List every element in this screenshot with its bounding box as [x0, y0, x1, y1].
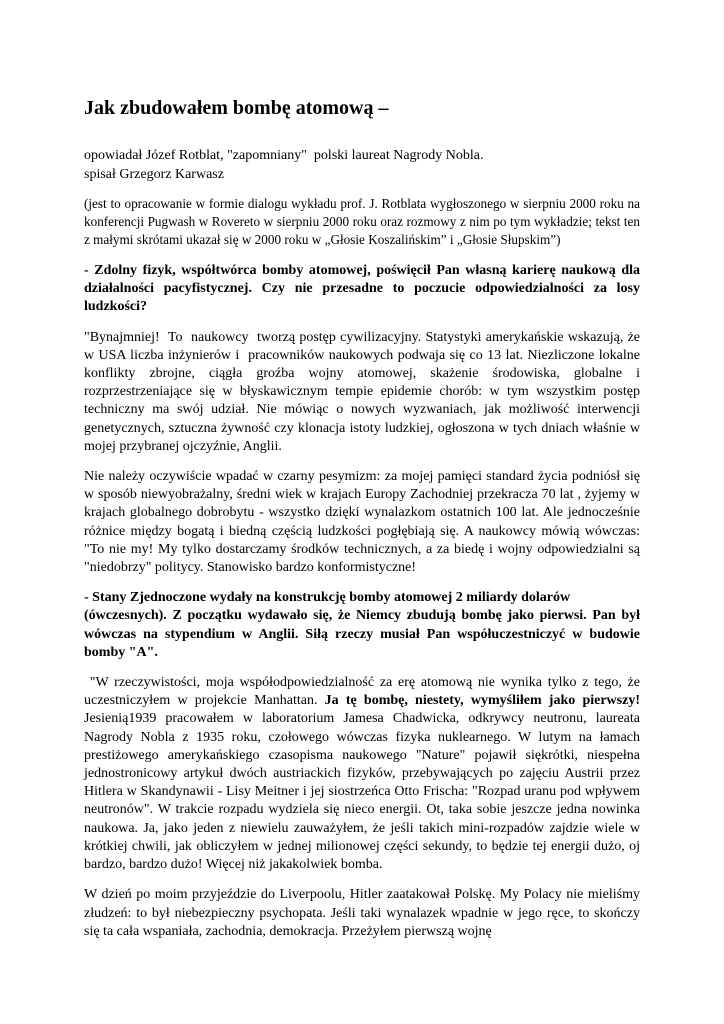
answer-paragraph-1: "Bynajmniej! To naukowcy tworzą postęp cywilizacyjny. Statystyki amerykańskie wskazują, że w USA liczba inżynierów i pracowników naukowych podwaja się co 13 lat. Niezliczone lokalne konflikty zbrojne, ciągła groźba wojny atomowej, skażenie środowiska, globalne i rozprzestrzeniające się w błyskawicznym tempie epidemie chorób: w tym wszystkim postęp techniczny ma swój udział. Nie mówiąc o nowych wyzwaniach, jak możliwość interwencji genetycznych, sztuczna żywność czy klonacja istoty ludzkiej, ogłoszona w tych dniach właśnie w mojej przybranej ojczyźnie, Anglii.: [84, 329, 640, 454]
question-2-line-1: - Stany Zjednoczone wydały na konstrukcję bomby atomowej 2 miliardy dolarów: [84, 590, 571, 606]
answer-paragraph-3: [84, 674, 640, 874]
answer-paragraph-4: W dzień po moim przyjeździe do Liverpoolu, Hitler zaatakował Polskę. My Polacy nie mieliśmy złudzeń: to był niebezpieczny psychopata. Jeśli taki wynalazek wpadnie w jego ręce, to skończy się ta cała wspaniała, zachodnia, demokracja. Przeżyłem pierwszą wojnę: [84, 887, 640, 939]
interview-question-2: [84, 589, 640, 662]
question-2-continuation: (ówczesnych). Z początku wydawało się, że Niemcy zbudują bombę jako pierwsi. Pan był wówczas na stypendium w Anglii. Siłą rzeczy musiał Pan współuczestniczyć w budowie bomby "A".: [84, 608, 640, 660]
byline: [84, 146, 640, 184]
answer-paragraph-2: Nie należy oczywiście wpadać w czarny pesymizm: za mojej pamięci standard życia podniósł się w sposób niewyobrażalny, średni wiek w krajach Europy Zachodniej przekracza 70 lat , żyjemy w krajach globalnego dobrobytu - wszystko dzięki wynalazkom ostatnich 100 lat. Ale jednocześnie różnice między bogatą i biedną częścią ludzkości pogłębiają się. A naukowcy mówią wówczas: "To nie my! My tylko dostarczamy środków technicznych, a za biedę i wojny odpowiedzialni są "niedobrzy" politycy. Stanowisko bardzo konformistyczne!: [84, 469, 640, 576]
editorial-note: (jest to opracowanie w formie dialogu wykładu prof. J. Rotblata wygłoszonego w sierpniu 2000 roku na konferencji Pugwash w Rovereto w sierpniu 2000 roku oraz rozmowy z nim po tym wykładzie; tekst ten z małymi skrótami ukazał się w 2000 roku w „Głosie Koszalińskim” i „Głosie Słupskim”): [84, 196, 640, 247]
interview-question-1: - Zdolny fizyk, współtwórca bomby atomowej, poświęcił Pan własną karierę naukową dla działalności pacyfistycznej. Czy nie przesadne to poczucie odpowiedzialności za losy ludzkości?: [84, 263, 640, 315]
answer-3-bold-claim: Ja tę bombę, niestety, wymyśliłem jako pierwszy!: [324, 693, 640, 709]
byline-transcriber-line: spisał Grzegorz Karwasz: [84, 167, 224, 182]
page-title: Jak zbudowałem bombę atomową –: [84, 97, 389, 119]
byline-author-line: opowiadał Józef Rotblat, "zapomniany" polski laureat Nagrody Nobla.: [84, 148, 484, 163]
answer-3-trailing-text: Jesienią1939 pracowałem w laboratorium Jamesa Chadwicka, odkrywcy neutronu, laureata Nagrody Nobla z 1935 roku, czołowego wówczas fizyka nuklearnego. W lutym na łamach prestiżowego amerykańskiego czasopisma naukowego "Nature" pojawił siękrótki, niespełna jednostronicowy artykuł dwóch austriackich fizyków, przebywających po zajęciu Austrii przez Hitlera w Skandynawii - Lisy Meitner i jej siostrzeńca Otto Frischa: "Rozpad uranu pod wpływem neutronów". W trakcie rozpadu wydziela się nieco energii. Ot, taka sobie jeszcze jedna nowinka naukowa. Ja, jako jeden z niewielu zauważyłem, że jeśli takich mini-rozpadów zajdzie wiele w krótkiej chwili, jak obliczyłem w jednej milionowej części sekundy, to będzie tej energii dużo, oj bardzo, bardzo dużo! Więcej niż jakakolwiek bomba.: [84, 711, 640, 873]
answer-3-lead-text: "W rzeczywistości, moja współodpowiedzialność za erę atomową nie wynika tylko z tego, że uczestniczyłem w projekcie Manhattan.: [84, 675, 640, 709]
